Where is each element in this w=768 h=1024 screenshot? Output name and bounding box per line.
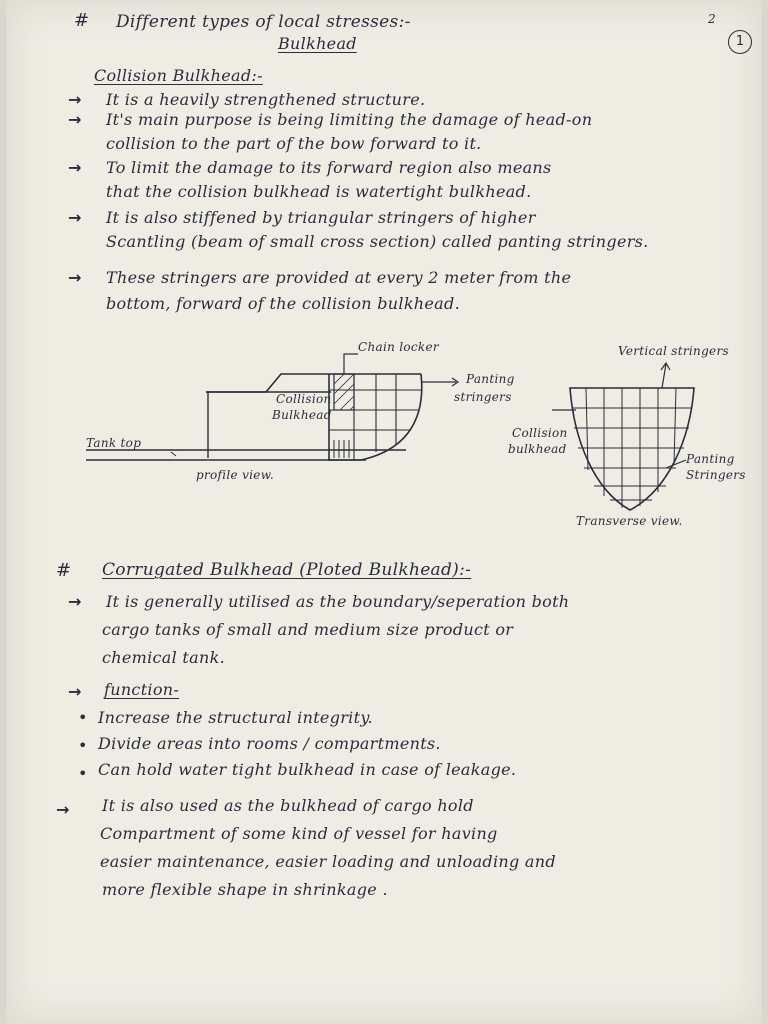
- collision-line-3: collision to the part of the bow forward to it.: [106, 134, 482, 153]
- label-vertical-stringers: Vertical stringers: [618, 344, 729, 358]
- bullet-dot: •: [78, 764, 88, 783]
- label-collision-t2: bulkhead: [508, 442, 567, 456]
- label-tank-top: Tank top: [86, 436, 142, 450]
- collision-line-8: These stringers are provided at every 2 meter from the: [106, 268, 572, 287]
- label-transverse-view: Transverse view.: [576, 514, 683, 528]
- page-number: 1: [728, 30, 752, 54]
- collision-line-6: It is also stiffened by triangular stringers of higher: [106, 208, 536, 227]
- corrugated-last-4: more flexible shape in shrinkage .: [102, 880, 388, 899]
- collision-heading: Collision Bulkhead:-: [94, 66, 263, 85]
- label-profile-view: profile view.: [196, 468, 274, 482]
- arrow-icon: →: [68, 90, 82, 109]
- corner-mark: 2: [708, 12, 716, 26]
- label-panting-t1: Panting: [686, 452, 735, 466]
- arrow-icon: →: [68, 110, 82, 129]
- corrugated-last-3: easier maintenance, easier loading and unloading and: [100, 852, 556, 871]
- profile-view-diagram: [76, 340, 596, 500]
- label-chain-locker: Chain locker: [358, 340, 439, 354]
- collision-line-7: Scantling (beam of small cross section) called panting stringers.: [106, 232, 649, 251]
- corrugated-line-1: It is generally utilised as the boundary/seperation both: [106, 592, 570, 611]
- arrow-icon: →: [68, 158, 82, 177]
- label-panting-t2: Stringers: [686, 468, 746, 482]
- label-panting-2: stringers: [454, 390, 512, 404]
- collision-line-1: It is a heavily strengthened structure.: [106, 90, 426, 109]
- function-label: function-: [104, 680, 180, 699]
- corrugated-last-2: Compartment of some kind of vessel for having: [100, 824, 498, 843]
- notebook-page: [6, 0, 762, 1024]
- arrow-icon: →: [68, 682, 82, 701]
- arrow-icon: →: [68, 592, 82, 611]
- arrow-icon: →: [68, 268, 82, 287]
- corrugated-heading: Corrugated Bulkhead (Ploted Bulkhead):-: [102, 560, 472, 580]
- collision-line-9: bottom, forward of the collision bulkhead.: [106, 294, 460, 313]
- function-bullet-3: Can hold water tight bulkhead in case of leakage.: [98, 760, 517, 779]
- arrow-icon: →: [68, 208, 82, 227]
- collision-line-4: To limit the damage to its forward region also means: [106, 158, 552, 177]
- hash-mark: #: [74, 10, 90, 31]
- label-collision-2: Bulkhead: [272, 408, 332, 422]
- collision-line-5: that the collision bulkhead is watertight bulkhead.: [106, 182, 532, 201]
- label-panting-1: Panting: [466, 372, 515, 386]
- page-title: Different types of local stresses:-: [116, 12, 411, 32]
- label-collision-1: Collision: [276, 392, 332, 406]
- function-bullet-2: Divide areas into rooms / compartments.: [98, 734, 441, 753]
- corrugated-line-3: chemical tank.: [102, 648, 225, 667]
- transverse-view-diagram: [566, 360, 726, 530]
- label-collision-t1: Collision: [512, 426, 568, 440]
- page-subtitle: Bulkhead: [278, 34, 357, 53]
- hash-mark: #: [56, 560, 72, 581]
- collision-line-2: It's main purpose is being limiting the damage of head-on: [106, 110, 593, 129]
- corrugated-line-2: cargo tanks of small and medium size product or: [102, 620, 514, 639]
- arrow-icon: →: [56, 800, 70, 819]
- function-bullet-1: Increase the structural integrity.: [98, 708, 373, 727]
- bullet-dot: •: [78, 708, 88, 727]
- corrugated-last-1: It is also used as the bulkhead of cargo hold: [102, 796, 474, 815]
- bullet-dot: •: [78, 736, 88, 755]
